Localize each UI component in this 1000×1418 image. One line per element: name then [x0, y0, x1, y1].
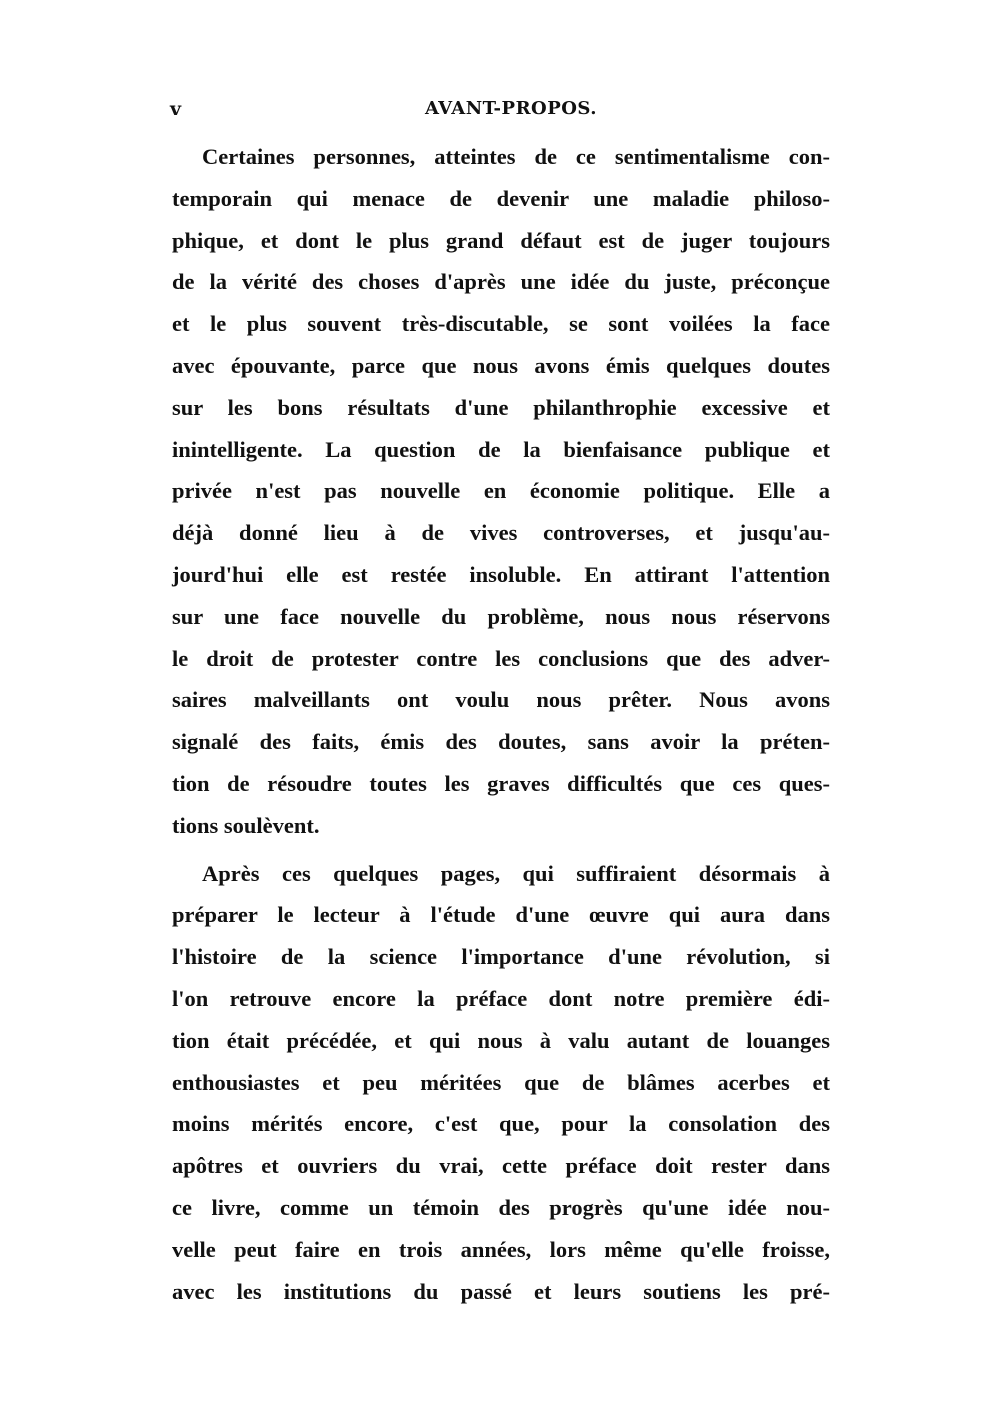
text-line: privée n'est pas nouvelle en économie politique. Elle a — [172, 478, 830, 504]
text-line: tions soulèvent. — [172, 812, 320, 838]
text-line: préparer le lecteur à l'étude d'une œuvre qui aura dans — [172, 902, 830, 928]
text-line: velle peut faire en trois années, lors même qu'elle froisse, — [172, 1236, 830, 1262]
text-line: déjà donné lieu à de vives controverses, et jusqu'au- — [172, 520, 830, 546]
text-line: signalé des faits, émis des doutes, sans avoir la préten- — [172, 729, 830, 755]
text-line: tion était précédée, et qui nous à valu autant de louanges — [172, 1027, 830, 1053]
text-line: phique, et dont le plus grand défaut est de juger toujours — [172, 227, 830, 253]
text-line: l'histoire de la science l'importance d'une révolution, si — [172, 944, 830, 970]
page-number: v — [170, 98, 182, 120]
page-header — [170, 98, 830, 128]
text-line: saires malveillants ont voulu nous prêter. Nous avons — [172, 687, 830, 713]
text-line: temporain qui menace de devenir une maladie philoso- — [172, 185, 830, 211]
text-line: apôtres et ouvriers du vrai, cette préface doit rester dans — [172, 1153, 830, 1179]
text-line: sur une face nouvelle du problème, nous nous réservons — [172, 603, 830, 629]
text-line: inintelligente. La question de la bienfaisance publique et — [172, 436, 830, 462]
text-line: jourd'hui elle est restée insoluble. En attirant l'attention — [172, 561, 830, 587]
paragraph — [172, 853, 830, 1313]
text-line: tion de résoudre toutes les graves difficultés que ces ques- — [172, 770, 830, 796]
paragraph — [172, 136, 830, 847]
text-line: avec épouvante, parce que nous avons émis quelques doutes — [172, 352, 830, 378]
text-line: et le plus souvent très-discutable, se sont voilées la face — [172, 311, 830, 337]
text-line: le droit de protester contre les conclusions que des adver- — [172, 645, 830, 671]
text-line: de la vérité des choses d'après une idée du juste, préconçue — [172, 269, 830, 295]
text-line: enthousiastes et peu méritées que de blâmes acerbes et — [172, 1069, 830, 1095]
text-line: ce livre, comme un témoin des progrès qu'une idée nou- — [172, 1194, 830, 1220]
text-line: l'on retrouve encore la préface dont notre première édi- — [172, 985, 830, 1011]
running-title: AVANT-PROPOS. — [425, 98, 598, 119]
text-line: moins mérités encore, c'est que, pour la consolation des — [172, 1111, 830, 1137]
text-line: sur les bons résultats d'une philanthrophie excessive et — [172, 394, 830, 420]
text-line: avec les institutions du passé et leurs soutiens les pré- — [172, 1278, 830, 1304]
text-line: Certaines personnes, atteintes de ce sentimentalisme con- — [202, 144, 830, 169]
text-line: Après ces quelques pages, qui suffiraient désormais à — [202, 860, 830, 886]
body-text — [172, 136, 830, 1312]
